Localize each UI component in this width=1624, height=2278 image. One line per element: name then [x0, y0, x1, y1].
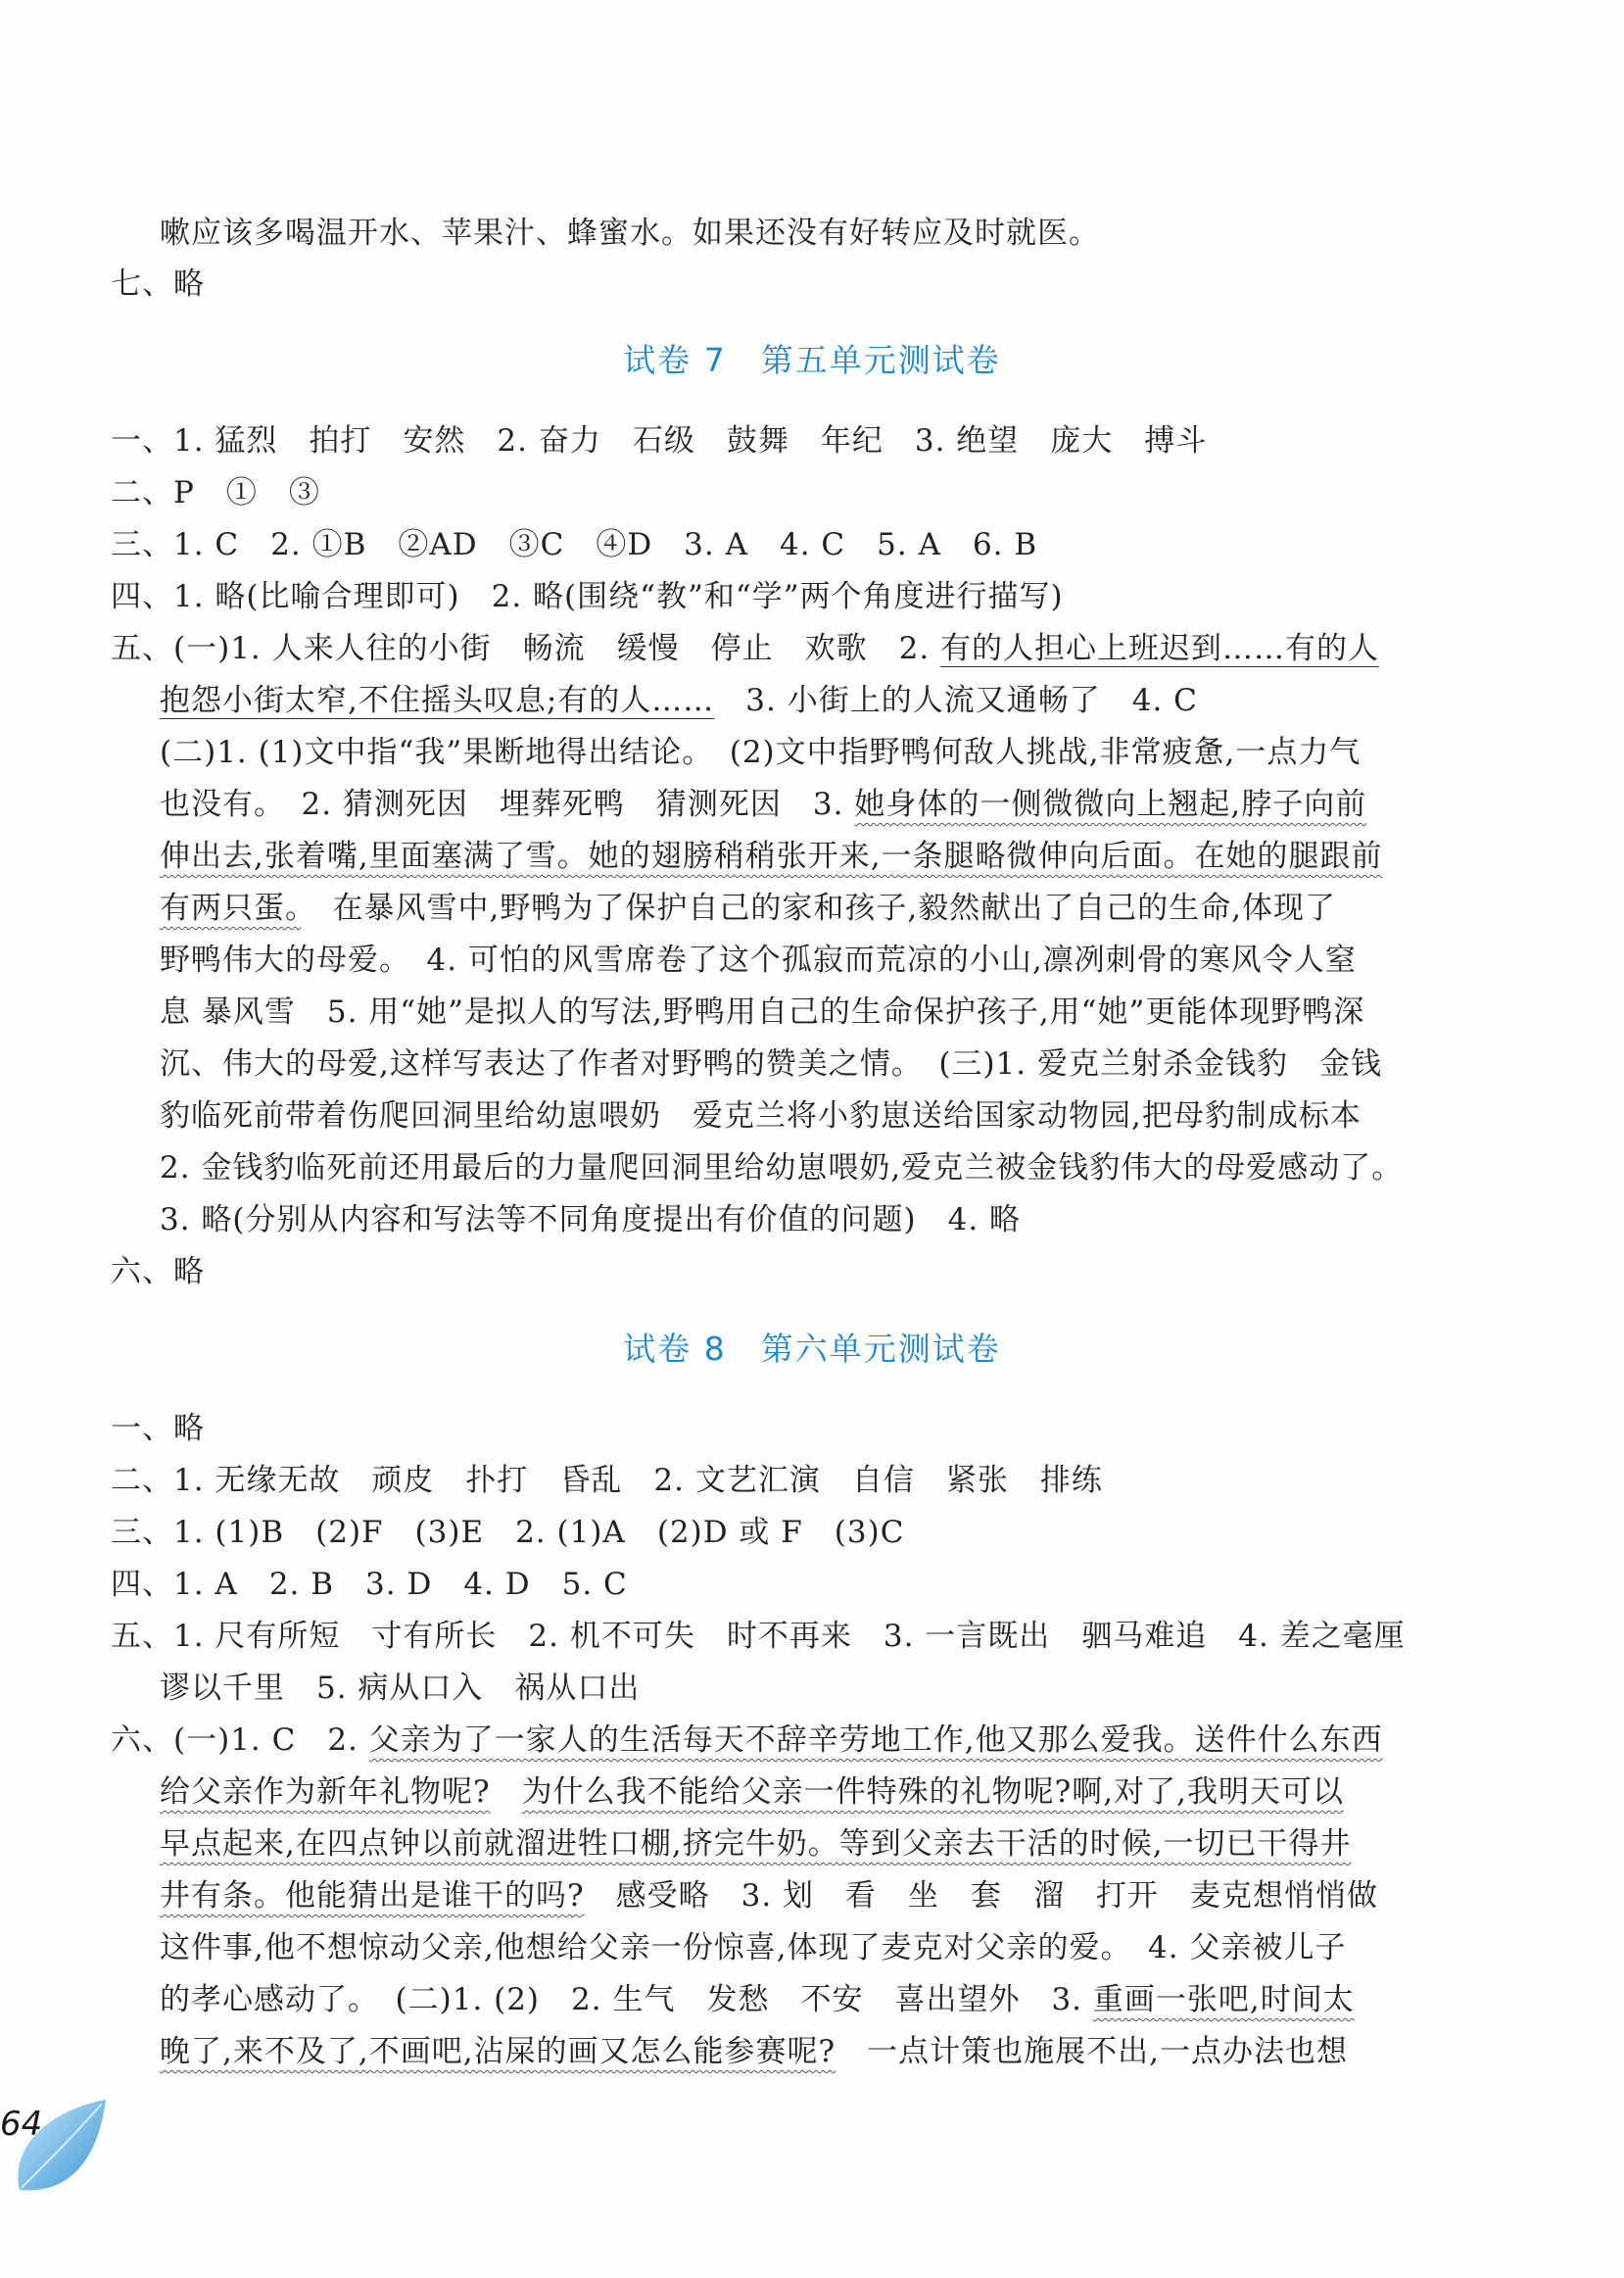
- answer-line: [160, 837, 1383, 876]
- answer-line: [111, 265, 205, 304]
- answer-line: [160, 2032, 1348, 2071]
- text-segment: 息 暴风雪 5. 用“她”是拟人的写法,野鸭用自己的生命保护孩子,用“她”更能体现野鸭深: [160, 994, 1365, 1030]
- underlined-text: 给父亲作为新年礼物呢?: [160, 1774, 491, 1810]
- answer-line: [160, 785, 1366, 824]
- underlined-text: 晚了,来不及了,不画吧,沾屎的画又怎么能参赛呢?: [160, 2034, 836, 2069]
- text-segment: 二、1. 无缘无故 顽皮 扑打 昏乱 2. 文艺汇演 自信 紧张 排练: [111, 1463, 1103, 1498]
- answer-line: [111, 1252, 205, 1291]
- answer-line: [111, 473, 320, 512]
- text-segment: 五、(一)1. 人来人往的小街 畅流 缓慢 停止 欢歌 2.: [111, 631, 941, 666]
- text-segment: 四、1. A 2. B 3. D 4. D 5. C: [111, 1567, 628, 1602]
- text-segment: 五、1. 尺有所短 寸有所长 2. 机不可失 时不再来 3. 一言既出 驷马难追 4. 差之毫厘: [111, 1619, 1406, 1654]
- answer-line: [111, 525, 1037, 564]
- answer-line: [160, 1044, 1382, 1084]
- text-segment: 沉、伟大的母爱,这样写表达了作者对野鸭的赞美之情。 (三)1. 爱克兰射杀金钱豹 金钱: [160, 1046, 1382, 1082]
- answer-line: [160, 1200, 1021, 1239]
- underlined-text: 重画一张吧,时间太: [1092, 1982, 1355, 2017]
- text-segment: 感受略 3. 划 看 坐 套 溜 打开 麦克想悄悄做: [584, 1878, 1379, 1914]
- underlined-text: 有的人担心上班迟到……有的人: [940, 631, 1380, 666]
- underlined-text: 父亲为了一家人的生活每天不辞辛劳地工作,他又那么爱我。送件什么东西: [368, 1722, 1383, 1758]
- text-segment: 六、(一)1. C 2.: [111, 1722, 369, 1758]
- text-segment: 二、P ① ③: [111, 475, 320, 510]
- answer-line: [160, 733, 1361, 772]
- answer-line: [111, 1513, 904, 1552]
- answer-line: [160, 1148, 1403, 1187]
- text-segment: 在暴风雪中,野鸭为了保护自己的家和孩子,毅然献出了自己的生命,体现了: [301, 891, 1337, 926]
- answer-line: [111, 1617, 1406, 1656]
- underlined-text: 有两只蛋。: [160, 891, 302, 926]
- text-segment: [491, 1774, 522, 1810]
- answer-line: [111, 629, 1379, 668]
- answer-line: [160, 1824, 1352, 1864]
- text-segment: 七、略: [111, 267, 205, 302]
- text-segment: 四、1. 略(比喻合理即可) 2. 略(围绕“教”和“学”两个角度进行描写): [111, 579, 1064, 614]
- answer-line: [111, 1461, 1103, 1500]
- underlined-text: 她身体的一侧微微向上翘起,脖子向前: [854, 787, 1367, 822]
- answer-line: [160, 681, 1198, 720]
- underlined-text: 井有条。他能猜出是谁干的吗?: [160, 1878, 585, 1914]
- answer-line: [111, 1409, 205, 1448]
- underlined-text: 为什么我不能给父亲一件特殊的礼物呢?啊,对了,我明天可以: [521, 1774, 1344, 1810]
- answer-line: [160, 889, 1336, 928]
- underlined-text: 抱怨小街太窄,不住摇头叹息;有的人……: [160, 683, 715, 718]
- text-segment: 3. 小街上的人流又通畅了 4. C: [714, 683, 1198, 718]
- underlined-text: 伸出去,张着嘴,里面塞满了雪。她的翅膀稍稍张开来,一条腿略微伸向后面。在她的腿跟前: [160, 839, 1383, 874]
- answer-line: [160, 1096, 1361, 1136]
- text-segment: (二)1. (1)文中指“我”果断地得出结论。 (2)文中指野鸭何敌人挑战,非常疲惫,一点力气: [160, 735, 1361, 770]
- answer-line: [160, 1876, 1378, 1915]
- page-number: 64: [0, 2105, 43, 2144]
- section-title: 试卷 7 第五单元测试卷: [623, 341, 1001, 379]
- text-segment: 谬以千里 5. 病从口入 祸从口出: [160, 1671, 641, 1706]
- text-segment: 一、1. 猛烈 拍打 安然 2. 奋力 石级 鼓舞 年纪 3. 绝望 庞大 搏斗: [111, 423, 1208, 459]
- answer-line: [160, 214, 1100, 253]
- answer-line: [160, 993, 1364, 1032]
- text-segment: 三、1. (1)B (2)F (3)E 2. (1)A (2)D 或 F (3)C: [111, 1515, 905, 1550]
- answer-line: [160, 1772, 1344, 1812]
- underlined-text: 早点起来,在四点钟以前就溜进牲口棚,挤完牛奶。等到父亲去干活的时候,一切已干得井: [160, 1826, 1352, 1862]
- text-segment: 一、略: [111, 1411, 205, 1446]
- text-segment: 野鸭伟大的母爱。 4. 可怕的风雪席卷了这个孤寂而荒凉的小山,凛冽刺骨的寒风令人窒: [160, 943, 1357, 978]
- answer-line: [160, 1669, 640, 1708]
- text-segment: 三、1. C 2. ①B ②AD ③C ④D 3. A 4. C 5. A 6. B: [111, 527, 1038, 562]
- text-segment: 这件事,他不想惊动父亲,他想给父亲一份惊喜,体现了麦克对父亲的爱。 4. 父亲被儿子: [160, 1930, 1347, 1965]
- section-title: 试卷 8 第六单元测试卷: [623, 1330, 1001, 1368]
- text-segment: 也没有。 2. 猜测死因 埋葬死鸭 猜测死因 3.: [160, 787, 855, 822]
- text-segment: 2. 金钱豹临死前还用最后的力量爬回洞里给幼崽喂奶,爱克兰被金钱豹伟大的母爱感动了。: [160, 1150, 1404, 1186]
- text-segment: 一点计策也施展不出,一点办法也想: [836, 2034, 1349, 2069]
- answer-line: [111, 1721, 1383, 1760]
- text-segment: 3. 略(分别从内容和写法等不同角度提出有价值的问题) 4. 略: [160, 1202, 1022, 1237]
- text-segment: 嗽应该多喝温开水、苹果汁、蜂蜜水。如果还没有好转应及时就医。: [160, 216, 1100, 251]
- text-segment: 的孝心感动了。 (二)1. (2) 2. 生气 发愁 不安 喜出望外 3.: [160, 1982, 1093, 2017]
- answer-line: [111, 1565, 628, 1604]
- answer-line: [111, 577, 1064, 616]
- answer-line: [160, 1928, 1347, 1967]
- text-segment: 六、略: [111, 1254, 205, 1289]
- text-segment: 豹临死前带着伤爬回洞里给幼崽喂奶 爱克兰将小豹崽送给国家动物园,把母豹制成标本: [160, 1098, 1361, 1134]
- answer-line: [160, 941, 1357, 980]
- answer-line: [160, 1980, 1355, 2019]
- answer-line: [111, 421, 1207, 460]
